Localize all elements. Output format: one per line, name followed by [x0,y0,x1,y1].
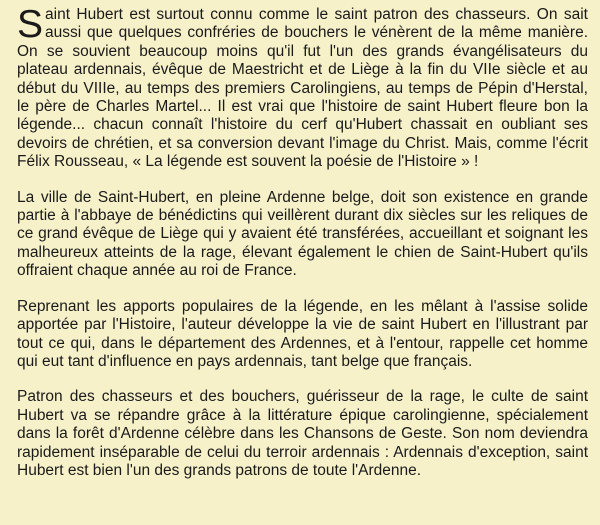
paragraph-1-text: aint Hubert est surtout connu comme le saint patron des chasseurs. On sait aussi que quelques confréries de bouchers le vénèrent de la même manière. On se souvient beaucoup moins qu'il fut l'un des grands évangélisateurs du plateau ardennais, évêque de Maestricht et de Liège à la fin du VIIe siècle et au début du VIIIe, au temps des premiers Carolingiens, au temps de Pépin d'Herstal, le père de Charles Martel... Il est vrai que l'histoire de saint Hubert fleure bon la légende... chacun connaît l'histoire du cerf qu'Hubert chassait en oubliant ses devoirs de chrétien, et sa conversion devant l'image du Christ. Mais, comme l'écrit Félix Rousseau, « La légende est souvent la poésie de l'Histoire » ! [17,6,588,171]
drop-cap-letter: S [17,3,44,46]
paragraph-1 [17,3,588,172]
paragraph-2: La ville de Saint-Hubert, en pleine Ardenne belge, doit son existence en grande partie à l'abbaye de bénédictins qui veillèrent durant dix siècles sur les reliques de ce grand évêque de Liège qui y avaient été transférées, accueillant et soignant les malheureux atteints de la rage, élevant également le chien de Saint-Hubert qu'ils offraient chaque année au roi de France. [17,188,588,280]
paragraph-3: Reprenant les apports populaires de la légende, en les mêlant à l'assise solide apportée par l'Histoire, l'auteur développe la vie de saint Hubert en l'illustrant par tout ce qui, dans le département des Ardennes, et à l'entour, rappelle cet homme qui eut tant d'influence en pays ardennais, tant belge que français. [17,297,588,370]
paragraph-4: Patron des chasseurs et des bouchers, guérisseur de la rage, le culte de saint Hubert va se répandre grâce à la littérature épique carolingienne, spécialement dans la forêt d'Ardenne célèbre dans les Chansons de Geste. Son nom deviendra rapidement inséparable de celui du terroir ardennais : Ardennais d'exception, saint Hubert est bien l'un des grands patrons de toute l'Ardenne. [17,388,588,479]
